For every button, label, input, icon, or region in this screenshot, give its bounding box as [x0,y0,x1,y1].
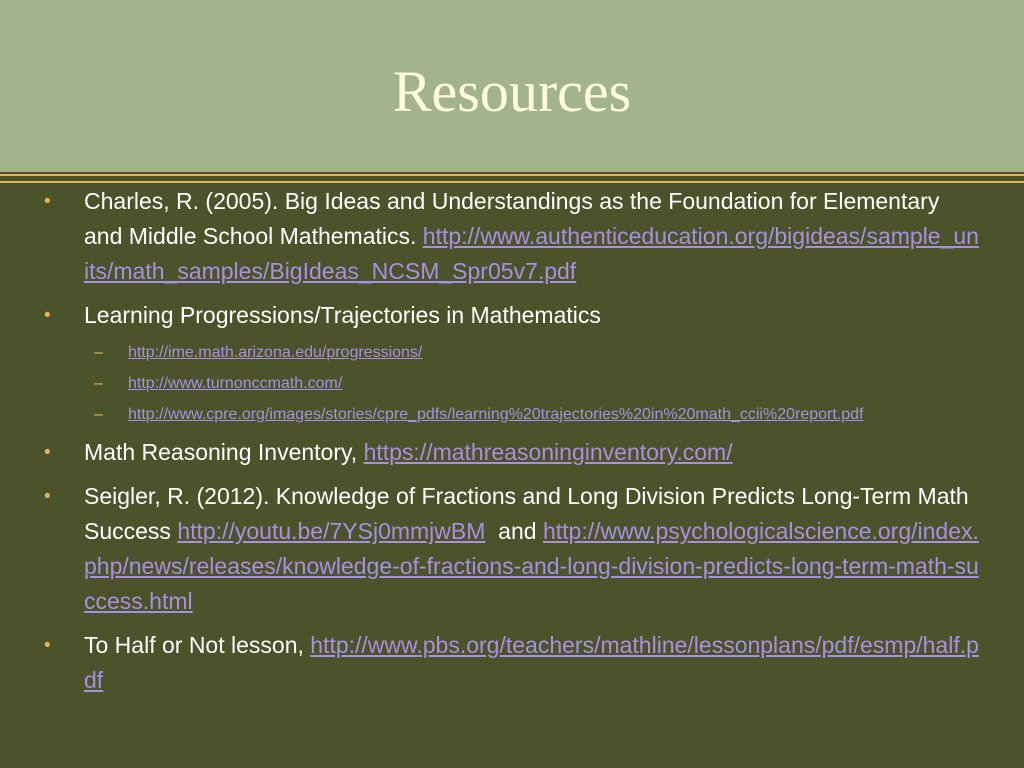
list-item [44,435,984,470]
resource-text: Learning Progressions/Trajectories in Mathematics [84,302,601,328]
resource-link[interactable]: https://mathreasoninginventory.com/ [363,439,733,465]
resource-text: To Half or Not lesson, [84,632,304,658]
bullet-icon: • [44,486,51,507]
divider-line [0,174,1024,176]
resource-text: Seigler, R. (2012). Knowledge of Fractions and Long Division Predicts Long-Term Math Success [84,483,969,544]
resource-link[interactable]: http://www.turnonccmath.com/ [128,375,343,392]
resource-list [44,184,984,698]
list-item [44,479,984,619]
slide-title: Resources [392,59,632,124]
connector-text: and [485,518,543,544]
sub-list-item [84,403,984,426]
resource-link[interactable]: http://youtu.be/7YSj0mmjwBM [177,518,486,544]
dash-icon: – [94,344,103,361]
resource-text: Charles, R. (2005). Big Ideas and Understandings as the Foundation for Elementary and Middle School Mathematics. [84,188,940,249]
resource-text: Math Reasoning Inventory, [84,439,364,465]
sub-list [84,341,984,426]
dash-icon: – [94,375,103,392]
bullet-icon: • [44,305,51,326]
dash-icon: – [94,406,103,423]
resource-link[interactable]: http://www.psychologicalscience.org/index.php/news/releases/knowledge-of-fractions-and-long-division-predicts-long-term-math-success.html [84,518,979,614]
bullet-icon: • [44,442,51,463]
list-item [44,184,984,289]
resource-link[interactable]: http://www.pbs.org/teachers/mathline/lessonplans/pdf/esmp/half.pdf [84,632,979,693]
bullet-icon: • [44,191,51,212]
list-item [44,628,984,698]
divider-line [0,181,1024,183]
resource-link[interactable]: http://www.authenticeducation.org/bigideas/sample_units/math_samples/BigIdeas_NCSM_Spr05v7.pdf [84,223,979,284]
sub-list-item [84,372,984,395]
list-item [44,298,984,426]
resource-link[interactable]: http://www.cpre.org/images/stories/cpre_pdfs/learning%20trajectories%20in%20math_ccii%20report.pdf [128,406,864,423]
bullet-icon: • [44,635,51,656]
resource-link[interactable]: http://ime.math.arizona.edu/progressions/ [128,344,423,361]
sub-list-item [84,341,984,364]
